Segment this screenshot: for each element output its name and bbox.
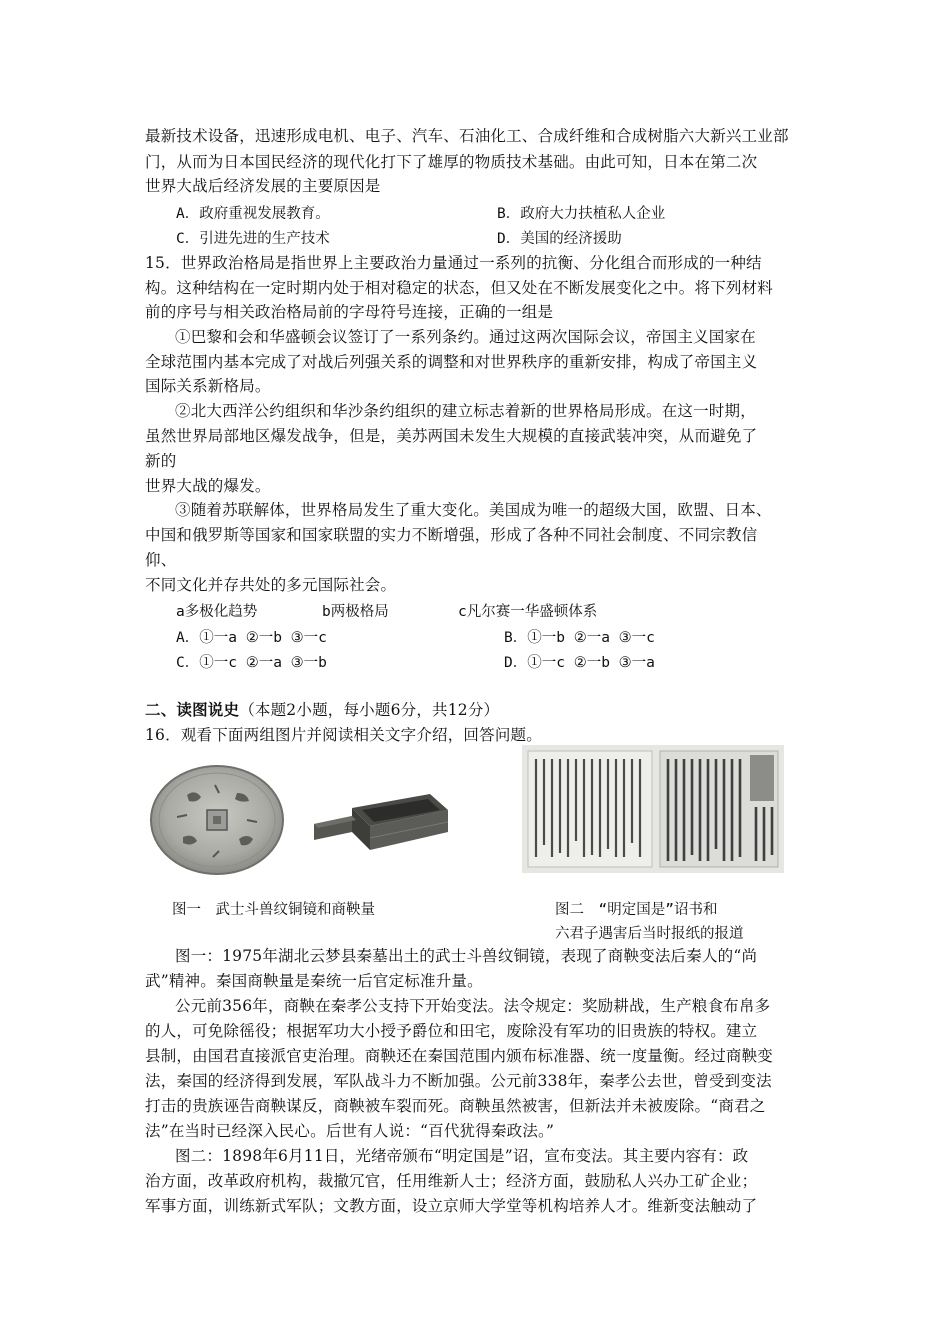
shang-text-line: 法，秦国的经济得到发展，军队战斗力不断加强。公元前338年，秦孝公去世，曾受到变法 (145, 1072, 772, 1090)
section-note: （本题2小题，每小题6分，共12分） (239, 701, 500, 719)
q15-item1-line: ①巴黎和会和华盛顿会议签订了一系列条约。通过这两次国际会议，帝国主义国家在 (175, 328, 756, 346)
q15-option-b: B．①一b ②一a ③一c (504, 630, 655, 646)
figure2-caption: 图二 “明定国是”诏书和 (555, 902, 718, 918)
q14-text-line: 世界大战后经济发展的主要原因是 (145, 177, 381, 195)
q14-option-b: B．政府大力扶植私人企业 (497, 206, 666, 222)
shang-yang-measure-image (312, 780, 452, 860)
shang-text-line: 公元前356年，商鞅在秦孝公支持下开始变法。法令规定：奖励耕战，生产粮食布帛多 (175, 997, 771, 1015)
q15-item3-line: ③随着苏联解体，世界格局发生了重大变化。美国成为唯一的超级大国，欧盟、日本、 (175, 501, 772, 519)
q15-item2-line: ②北大西洋公约组织和华沙条约组织的建立标志着新的世界格局形成。在这一时期， (175, 402, 756, 420)
q15-choice-a: a多极化趋势 (176, 604, 258, 620)
q15-choice-c: c凡尔赛一华盛顿体系 (458, 604, 598, 620)
fig2-text-line: 图二：1898年6月11日，光绪帝颁布“明定国是”诏，宣布变法。其主要内容有：政 (175, 1147, 749, 1165)
q14-option-c: C．引进先进的生产技术 (176, 231, 330, 247)
fig1-text-line: 图一：1975年湖北云梦县秦墓出土的武士斗兽纹铜镜，表现了商鞅变法后秦人的“尚 (175, 947, 758, 965)
q15-item3-line: 中国和俄罗斯等国家和国家联盟的实力不断增强，形成了各种不同社会制度、不同宗教信 (145, 526, 758, 544)
q15-option-d: D．①一c ②一b ③一a (504, 655, 655, 671)
q14-option-a: A．政府重视发展教育。 (176, 206, 330, 222)
q15-text-line: 15．世界政治格局是指世界上主要政治力量通过一系列的抗衡、分化组合而形成的一种结 (145, 254, 762, 272)
q15-item1-line: 国际关系新格局。 (145, 377, 271, 395)
q15-option-a: A．①一a ②一b ③一c (176, 630, 327, 646)
q16-intro: 16．观看下面两组图片并阅读相关文字介绍，回答问题。 (145, 726, 542, 744)
q15-item3-line: 仰、 (145, 551, 177, 569)
q14-text-line: 门，从而为日本国民经济的现代化打下了雄厚的物质技术基础。由此可知，日本在第二次 (145, 153, 758, 171)
section-heading (145, 698, 499, 722)
q15-item2-line: 新的 (145, 452, 177, 470)
q14-option-d: D．美国的经济援助 (497, 231, 622, 247)
figure1-caption: 图一 武士斗兽纹铜镜和商鞅量 (172, 902, 375, 918)
q14-text-line: 最新技术设备，迅速形成电机、电子、汽车、石油化工、合成纤维和合成树脂六大新兴工业部 (145, 127, 789, 145)
q15-item1-line: 全球范围内基本完成了对战后列强关系的调整和对世界秩序的重新安排，构成了帝国主义 (145, 353, 758, 371)
fig2-text-line: 治方面，改革政府机构，裁撤冗官，任用维新人士；经济方面，鼓励私人兴办工矿企业； (145, 1172, 758, 1190)
q15-item2-line: 虽然世界局部地区爆发战争，但是，美苏两国未发生大规模的直接武装冲突，从而避免了 (145, 427, 758, 445)
q15-text-line: 构。这种结构在一定时期内处于相对稳定的状态，但又处在不断发展变化之中。将下列材料 (145, 279, 774, 297)
q15-text-line: 前的序号与相关政治格局前的字母符号连接，正确的一组是 (145, 303, 554, 321)
figure2-caption-line2: 六君子遇害后当时报纸的报道 (555, 926, 744, 942)
section-title: 二、读图说史 (145, 700, 240, 719)
bronze-mirror-image (147, 765, 287, 875)
q15-option-c: C．①一c ②一a ③一b (176, 655, 327, 671)
edict-newspaper-image (522, 745, 784, 873)
q15-item3-line: 不同文化并存共处的多元国际社会。 (145, 576, 397, 594)
shang-text-line: 打击的贵族诬告商鞅谋反，商鞅被车裂而死。商鞅虽然被害，但新法并未被废除。“商君之 (145, 1097, 766, 1115)
q15-item2-line: 世界大战的爆发。 (145, 477, 271, 495)
shang-text-line: 法”在当时已经深入民心。后世有人说：“百代犹得秦政法。” (145, 1122, 555, 1140)
shang-text-line: 的人，可免除徭役；根据军功大小授予爵位和田宅，废除没有军功的旧贵族的特权。建立 (145, 1022, 758, 1040)
fig2-text-line: 军事方面，训练新式军队；文教方面，设立京师大学堂等机构培养人才。维新变法触动了 (145, 1197, 758, 1215)
q15-choice-b: b两极格局 (322, 604, 389, 620)
shang-text-line: 县制，由国君直接派官吏治理。商鞅还在秦国范围内颁布标准器、统一度量衡。经过商鞅变 (145, 1047, 774, 1065)
fig1-text-line: 武”精神。秦国商鞅量是秦统一后官定标准升量。 (145, 972, 483, 990)
